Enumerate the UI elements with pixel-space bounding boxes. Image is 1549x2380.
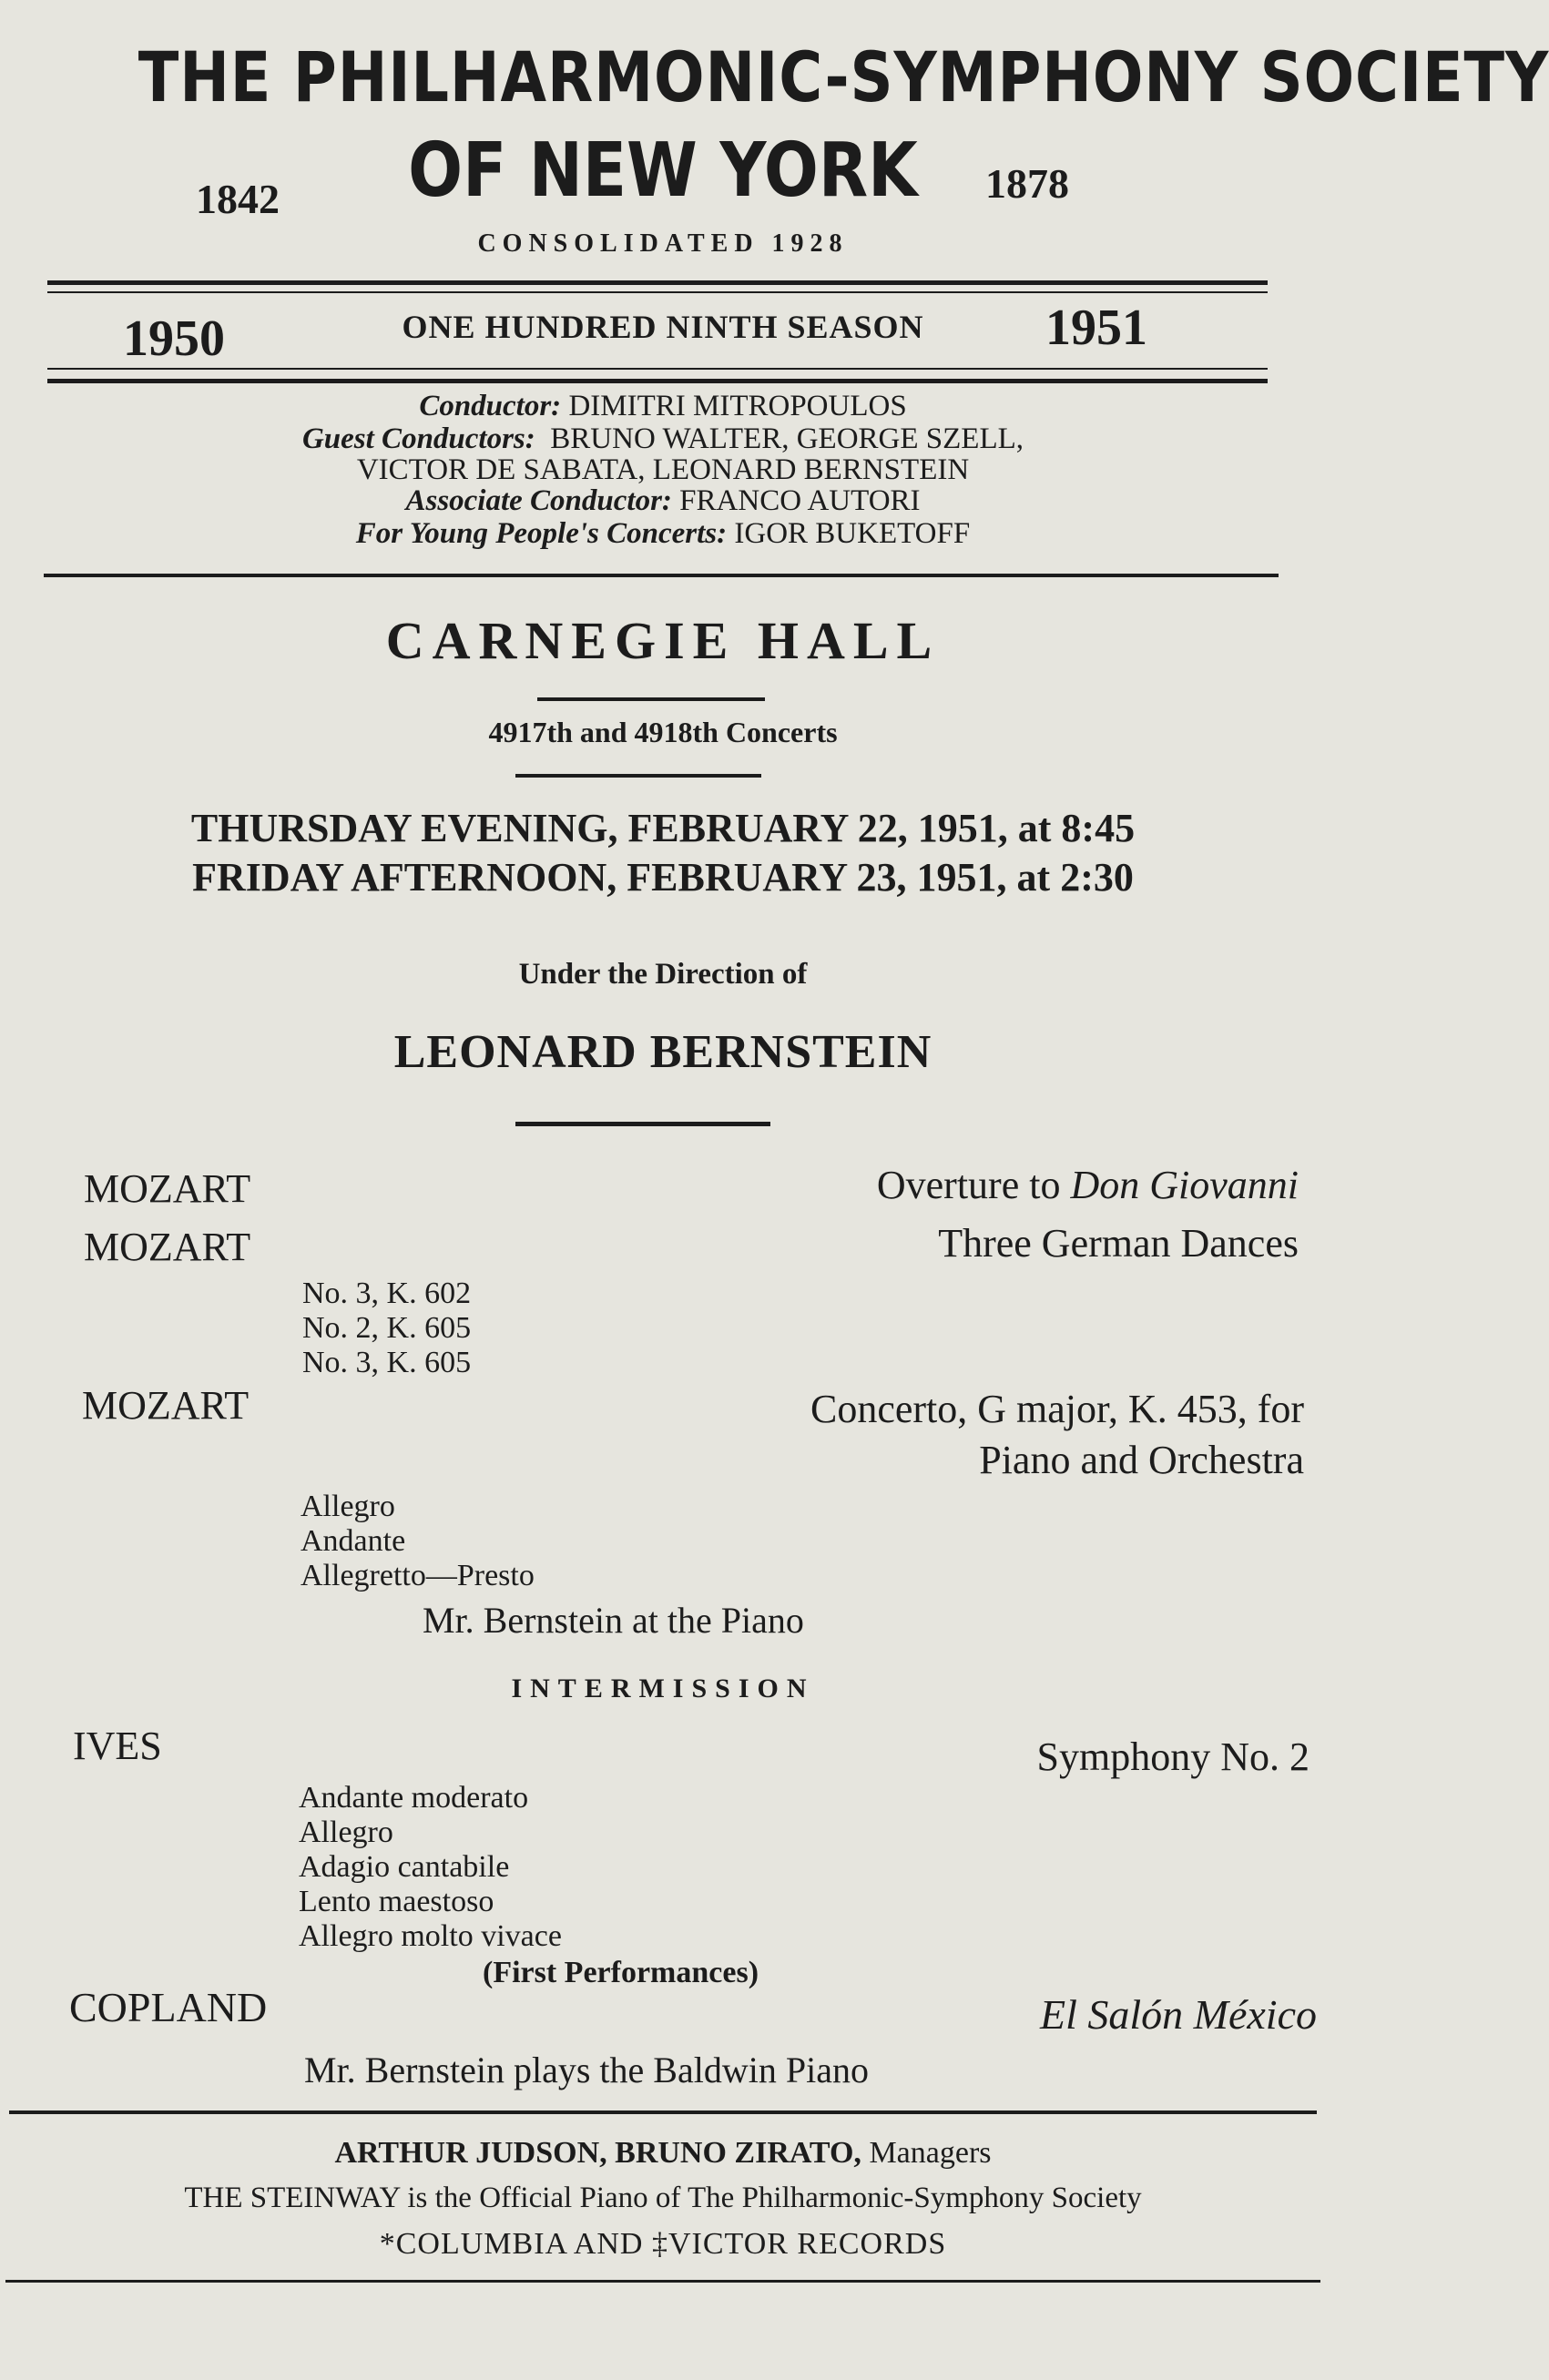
associate-conductor-name: FRANCO AUTORI [679,484,921,517]
concert-numbers: 4917th and 4918th Concerts [488,716,838,748]
guest-conductors-label: Guest Conductors: [301,422,535,455]
program-2-part-3: No. 3, K. 605 [302,1346,472,1379]
program-4-title: Symphony No. 2 [1036,1734,1310,1779]
program-1-composer: MOZART [84,1166,251,1211]
young-peoples-label: For Young People's Concerts: [355,517,728,550]
steinway-line: THE STEINWAY is the Official Piano of The Philharmonic-Symphony Society [184,2182,1142,2214]
season-label: ONE HUNDRED NINTH SEASON [402,309,924,345]
season-top-rule-thin [47,291,1268,293]
program-2-composer: MOZART [84,1225,251,1269]
associate-conductor-label: Associate Conductor: [405,484,672,517]
program-5-composer: COPLAND [69,1984,268,2030]
society-title-line1: THE PHILHARMONIC-SYMPHONY SOCIETY [138,36,1549,117]
managers-label: Managers [869,2136,992,2170]
program-3-part-2: Andante [301,1524,406,1558]
direction-label: Under the Direction of [518,958,808,991]
guest-conductors-line [0,422,1326,456]
season-bottom-rule-thin [47,368,1268,370]
program-4-part-3: Adagio cantabile [299,1850,510,1884]
program-4-part-4: Lento maestoso [299,1885,494,1918]
footer-top-rule [9,2110,1317,2114]
program-2-part-1: No. 3, K. 602 [302,1276,472,1310]
program-3-note: Mr. Bernstein at the Piano [423,1600,804,1641]
baldwin-piano-note: Mr. Bernstein plays the Baldwin Piano [304,2049,869,2090]
associate-conductor-line [0,484,1326,518]
program-4-composer: IVES [73,1724,162,1768]
program-1-title-prefix: Overture to [876,1163,1071,1207]
venue-hall: CARNEGIE HALL [385,611,941,670]
records-line: *COLUMBIA AND ‡VICTOR RECORDS [379,2227,947,2261]
society-title-line2: OF NEW YORK [408,127,918,214]
season-start-year: 1950 [123,310,225,367]
managers-line [0,2136,1326,2171]
program-2-part-2: No. 2, K. 605 [302,1311,472,1345]
guest-conductors-line-2: VICTOR DE SABATA, LEONARD BERNSTEIN [356,453,970,486]
footer-bottom-rule [5,2280,1320,2283]
conductor-name: DIMITRI MITROPOULOS [568,390,907,422]
concert-date-2: FRIDAY AFTERNOON, FEBRUARY 23, 1951, at 2:30 [192,855,1134,900]
program-3-title-line1: Concerto, G major, K. 453, for [810,1387,1304,1431]
conductors-bottom-rule [44,574,1279,577]
managers-names: ARTHUR JUDSON, BRUNO ZIRATO, [334,2136,861,2170]
consolidated-label: CONSOLIDATED 1928 [477,229,849,258]
conductor-line [0,390,1326,423]
concert-date-1: THURSDAY EVENING, FEBRUARY 22, 1951, at 8:45 [190,806,1136,850]
season-end-year: 1951 [1045,300,1147,356]
program-1-title-italic: Don Giovanni [1070,1163,1299,1207]
season-top-rule-thick [47,280,1268,285]
director-divider [515,1122,770,1126]
program-3-composer: MOZART [82,1383,250,1428]
program-4-part-1: Andante moderato [299,1781,529,1815]
program-3-title-line2: Piano and Orchestra [979,1438,1304,1482]
year-founded-right: 1878 [985,160,1069,207]
program-4-note: (First Performances) [483,1956,759,1989]
venue-divider-1 [537,697,765,701]
intermission-label: INTERMISSION [511,1673,815,1704]
young-peoples-line [0,517,1326,551]
program-5-title: El Salón México [1039,1991,1317,2038]
program-4-part-5: Allegro molto vivace [299,1919,562,1953]
year-founded-left: 1842 [196,176,280,222]
conductor-label: Conductor: [419,390,562,422]
program-2-title: Three German Dances [938,1221,1299,1266]
director-name: LEONARD BERNSTEIN [393,1026,932,1078]
young-peoples-name: IGOR BUKETOFF [734,517,971,550]
program-3-part-1: Allegro [301,1490,395,1523]
program-1-title [877,1162,1299,1208]
season-bottom-rule-thick [47,379,1268,383]
program-4-part-2: Allegro [299,1816,393,1849]
guest-conductors-names-1: BRUNO WALTER, GEORGE SZELL, [550,422,1024,455]
venue-divider-2 [515,774,761,778]
program-3-part-3: Allegretto—Presto [301,1559,535,1592]
